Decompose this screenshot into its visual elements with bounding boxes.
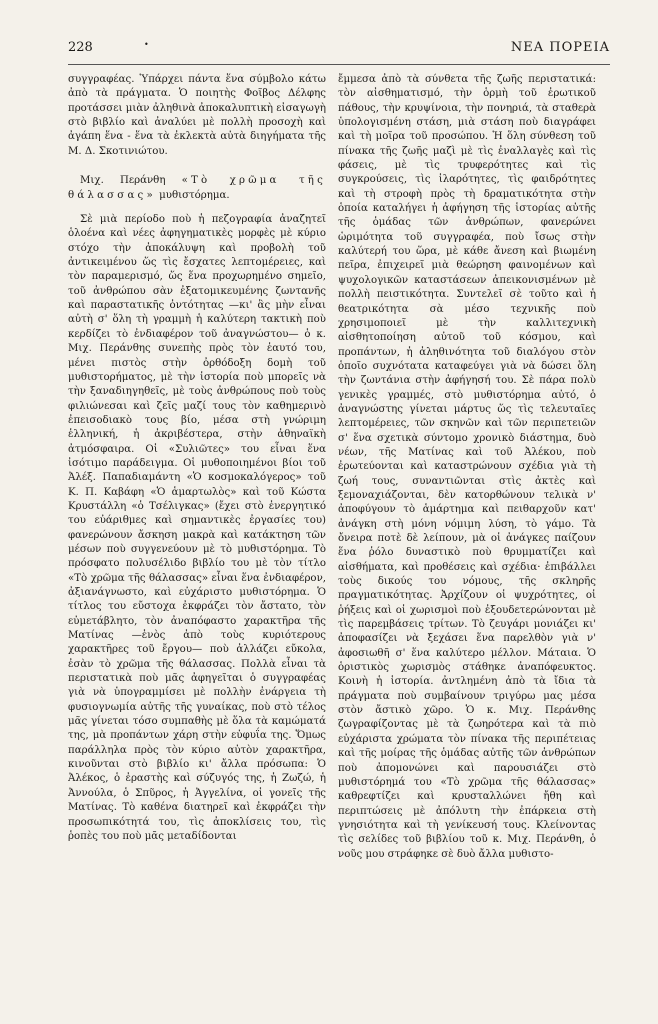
header-separator: •: [144, 40, 149, 49]
left-column: [68, 73, 326, 953]
right-column: [338, 73, 596, 953]
right-column-text: ἔμμεσα ἀπὸ τὰ σύνθετα τῆς ζωῆς περιστατικά: τὸν αἰσθηματισμό, τὴν ὁρμὴ τοῦ ἐρωτικοῦ πάθους, τὴν κρυψίνοια, τὴν πονηριά, τὰ σταθερὰ ὑπολογισμένη στάση, μιὰ στάση ποὺ διαγράφει καὶ τὴ μοῖρα τοῦ προσώπου. Ἡ ὅλη σύνθεση τοῦ πίνακα τῆς ζωῆς μαζὶ μὲ τὶς ἐναλλαγὲς καὶ τὶς φάσεις, μὲ τὶς τρυφερότητες καὶ τὶς συγκρούσεις, τὶς ἱλαρότητες, τὶς φαιδρότητες καὶ τὴ στροφὴ πρὸς τὴ δραματικότητα στὴν ὁποία καταλήγει ἡ ἀφήγηση τῆς ἱστορίας αὐτῆς τῆς ὁμάδας τῶν ἀνθρώπων, φανερώνει ὡριμότητα τοῦ συγγραφέα, ποὺ ἴσως στὴν καλύτερή του ὥρα, μὲ κάθε ἄνεση καὶ βιωμένη πεῖρα, ἐπιχειρεῖ μιὰ θεώρηση φαινομένων καὶ ψυχολογικῶν καταστάσεων ἀπεικονισμένων μὲ πολλὴ πειστικότητα. Συντελεῖ σὲ τοῦτο καὶ ἡ θεατρικότητα σὰ μέσο τεχνικῆς ποὺ χρησιμοποιεῖ μὲ τὴν καλλιτεχνικὴ αἰσθητοποίηση αὐτοῦ τοῦ κόσμου, καὶ προπάντων, ἡ ἀληθινότητα τοῦ διαλόγου στὸν ὁποῖο συχνότατα καταφεύγει γιὰ νὰ δώσει ὅλη τὴν ζωντάνια στὴν ἀφήγησή του. Σὲ πάρα πολὺ γενικὲς γραμμές, στὸ μυθιστόρημα αὐτό, ὁ ἀναγνώστης γίνεται μάρτυς ὥς τὶς τελευταῖες λεπτομέρειες, τῶν σκηνῶν καὶ τῶν περιπετειῶν σ' ἕνα σχετικὰ σύντομο χρονικὸ διάστημα, δυὸ νέων, τῆς Ματίνας καὶ τοῦ Ἀλέκου, ποὺ ἐρωτεύονται καὶ καταστρώνουν σχέδια γιὰ τὴ ζωή τους, συναντιῶνται στὶς ἀκτὲς καὶ ξεμοναχιάζονται, δὲν κατορθώνουν τελικὰ ν' ἀποφύγουν τὸ ἁμάρτημα καὶ πειθαρχοῦν κατ' ἀνάγκη στὴ μόνη νόμιμη λύση, τὸ γάμο. Τὰ ὄνειρα ποτὲ δὲ λείπουν, μὰ οἱ ἀνάγκες παίζουν ἕνα ῥόλο δυναστικὸ ποὺ θρυμματίζει καὶ αἰσθήματα, καὶ προθέσεις καὶ σχέδια· ἐπιβάλλει τοὺς δικούς του νόμους, τῆς σκληρῆς πραγματικότητας. Ἀρχίζουν οἱ ψυχρότητες, οἱ ῥήξεις καὶ οἱ χωρισμοὶ ποὺ ἐξουδετερώνονται μὲ τὶς παρεμβάσεις τρίτων. Τὸ ζευγάρι μονιάζει κι' ἀποφασίζει νὰ ξεχάσει ἕνα παρελθὸν γιὰ ν' ἀφοσιωθῆ σ' ἕνα καλύτερο μέλλον. Μάταια. Ὁ ὁριστικὸς χωρισμὸς στάθηκε ἀναπόφευκτος. Κοινὴ ἡ ἱστορία. ἀντλημένη ἀπὸ τὰ ἴδια τὰ πράγματα ποὺ συμβαίνουν τριγύρω μας μέσα στὸν ἄστικὸ χῶρο. Ὁ κ. Μιχ. Περάνθης ζωγραφίζοντας μὲ τὰ ζωηρότερα καὶ τὰ πιὸ εὐχάριστα χρώματα τὸν πίνακα τῆς περιπέτειας καὶ τῆς μοίρας τῆς ὁμάδας αὐτῆς τῶν ἀνθρώπων ποὺ ἀπομονώνει καὶ παρουσιάζει στὸ μυθιστόρημά του «Τὸ χρῶμα τῆς θάλασσας» καθρεφτίζει καὶ κρυσταλλώνει ἤθη καὶ περιπτώσεις μὲ ἀπόλυτη τὴν ἐπάρκεια στὴ γνησιότητα καὶ τὴ γενίκευσή τους. Κλείνοντας τὶς σελίδες τοῦ βιβλίου τοῦ κ. Μιχ. Περάνθη, ὁ νοῦς μου στράφηκε σὲ δυὸ ἄλλα μυθιστο-: [338, 74, 596, 860]
header-rule: [68, 64, 610, 65]
review-title: «Τὸ χρῶμα τῆς θάλασσας»: [68, 175, 326, 202]
review-genre: μυθιστόρημα.: [159, 190, 230, 202]
page-header: [68, 40, 610, 62]
page-number: 228: [68, 40, 93, 55]
review-heading: [68, 173, 326, 203]
journal-title: ΝΕΑ ΠΟΡΕΙΑ: [510, 40, 610, 55]
review-body-paragraph: Σὲ μιὰ περίοδο ποὺ ἡ πεζογραφία ἀναζητεῖ ὁλοένα καὶ νέες ἀφηγηματικὲς μορφὲς μὲ κύριο στόχο τὴν ἀποκάλυψη καὶ προβολὴ τοῦ ἀντικειμένου ὥς τὶς ἔσχατες λεπτομέρειες, καὶ τὸν παραμερισμό, ὥς ἕνα προχωρημένο σημεῖο, τοῦ ἀνθρώπου σὰν ἐξατομικευμένης ζωντανῆς καὶ παραστατικῆς ὀντότητας —κι' ἂς μὴν εἶναι αὐτὴ σ' ὅλη τὴ γραμμὴ ἡ καλύτερη τακτικὴ ποὺ κερδίζει τὸ ἐνδιαφέρον τοῦ ἀναγνώστου— ὁ κ. Μιχ. Περάνθης συνεπὴς πρὸς τὸν ἑαυτό του, μένει πιστὸς στὴν ὀρθόδοξη δομὴ τοῦ μυθιστορήματος, μὲ τὴν ἱστορία ποὺ μπορεῖς νὰ τὴν ξαναδιηγηθεῖς, μὲ τοὺς ἀνθρώπους ποὺ τοὺς φιλιώνεσαι καὶ ζεῖς μαζί τους τὸν καθημερινὸ ἐπεισοδιακὸ τους βίο, μέσα στὴ γνώριμη ἑλληνική, ἡ ἀκριβέστερα, στὴν ἀθηναϊκὴ ἀτμόσφαιρα. Οἱ «Συλιῶτες» του εἶναι ἕνα ἰσότιμο παράδειγμα. Οἱ μυθοποιημένοι βίοι τοῦ Ἀλέξ. Παπαδιαμάντη «Ὁ κοσμοκαλόγερος» τοῦ Κ. Π. Καβάφη «Ὁ ἁμαρτωλὸς» καὶ τοῦ Κώστα Κρυστάλλη «ὁ Τσέλιγκας» (ἔχει στὸ ἐνεργητικό του εὐάριθμες καὶ σημαντικὲς ἐργασίες του) φανερώνουν ἄσκηση μακρὰ καὶ κατάκτηση τῶν μέσων ποὺ συγγενεύουν μὲ τὸ μυθιστόρημα. Τὸ πρόσφατο πολυσέλιδο βιβλίο του μὲ τὸν τίτλο «Τὸ χρῶμα τῆς θάλασσας» εἶναι ἕνα ἐνδιαφέρον, ἀξιανάγνωστο, καὶ εὐχάριστο μυθιστόρημα. Ὁ τίτλος του εὔστοχα ἐκφράζει τὸν ἄστατο, τὸν εὐμετάβλητο, τὸν ἀναπόφαστο χαρακτῆρα τῆς Ματίνας —ἑνὸς ἀπὸ τοὺς κυριότερους χαρακτῆρες τοῦ ἔργου— ποὺ ἀλλάζει εὔκολα, ἐσὰν τὸ χρῶμα τῆς θάλασσας. Πολλὰ εἶναι τὰ περιστατικὰ ποὺ μᾶς ἀφηγεῖται ὁ συγγραφέας γιὰ νὰ ὑπογραμμίσει μὲ πολλὴν ἐνάργεια τὴ φυσιογνωμία αὐτῆς τῆς γυναίκας, ποὺ στὸ τέλος μᾶς γίνεται τόσο συμπαθὴς μὲ ὅλα τὰ καμώματά της, μὰ προπάντων χάρη στὴν εὐφυΐα της. Ὅμως παράλληλα πρὸς τὸν κύριο αὐτὸν χαρακτῆρα, κινοῦνται στὸ βιβλίο κι' ἄλλα πρόσωπα: Ὁ Ἀλέκος, ὁ ἐραστὴς καὶ σύζυγός της, ἡ Ζωζώ, ἡ Ἀννούλα, ὁ Σπῦρος, ἡ Ἀγγελίνα, οἱ γονεῖς τῆς Ματίνας. Τὸ καθένα διατηρεῖ καὶ ἐκφράζει τὴν προσωπικότητά του, τὶς ἀποκλίσεις του, τὶς ῥοπὲς του ποὺ μᾶς μεταδίδονται: [68, 214, 326, 842]
intro-paragraph: συγγραφέας. Ὑπάρχει πάντα ἕνα σύμβολο κάτω ἀπὸ τὰ πράγματα. Ὁ ποιητὴς Φοῖβος Δέλφης προτάσσει μιὰν ἀληθινὰ ἀποκαλυπτικὴ εἰσαγωγὴ στὸ βιβλίο καὶ ἀναλύει μὲ πολλὴ προσοχὴ καὶ ἀγάπη ἕνα - ἕνα τὰ ἐκλεκτὰ αὐτὰ διηγήματα τῆς Μ. Δ. Σκοτινιώτου.: [68, 74, 326, 157]
review-author: Μιχ. Περάνθη: [80, 175, 166, 187]
